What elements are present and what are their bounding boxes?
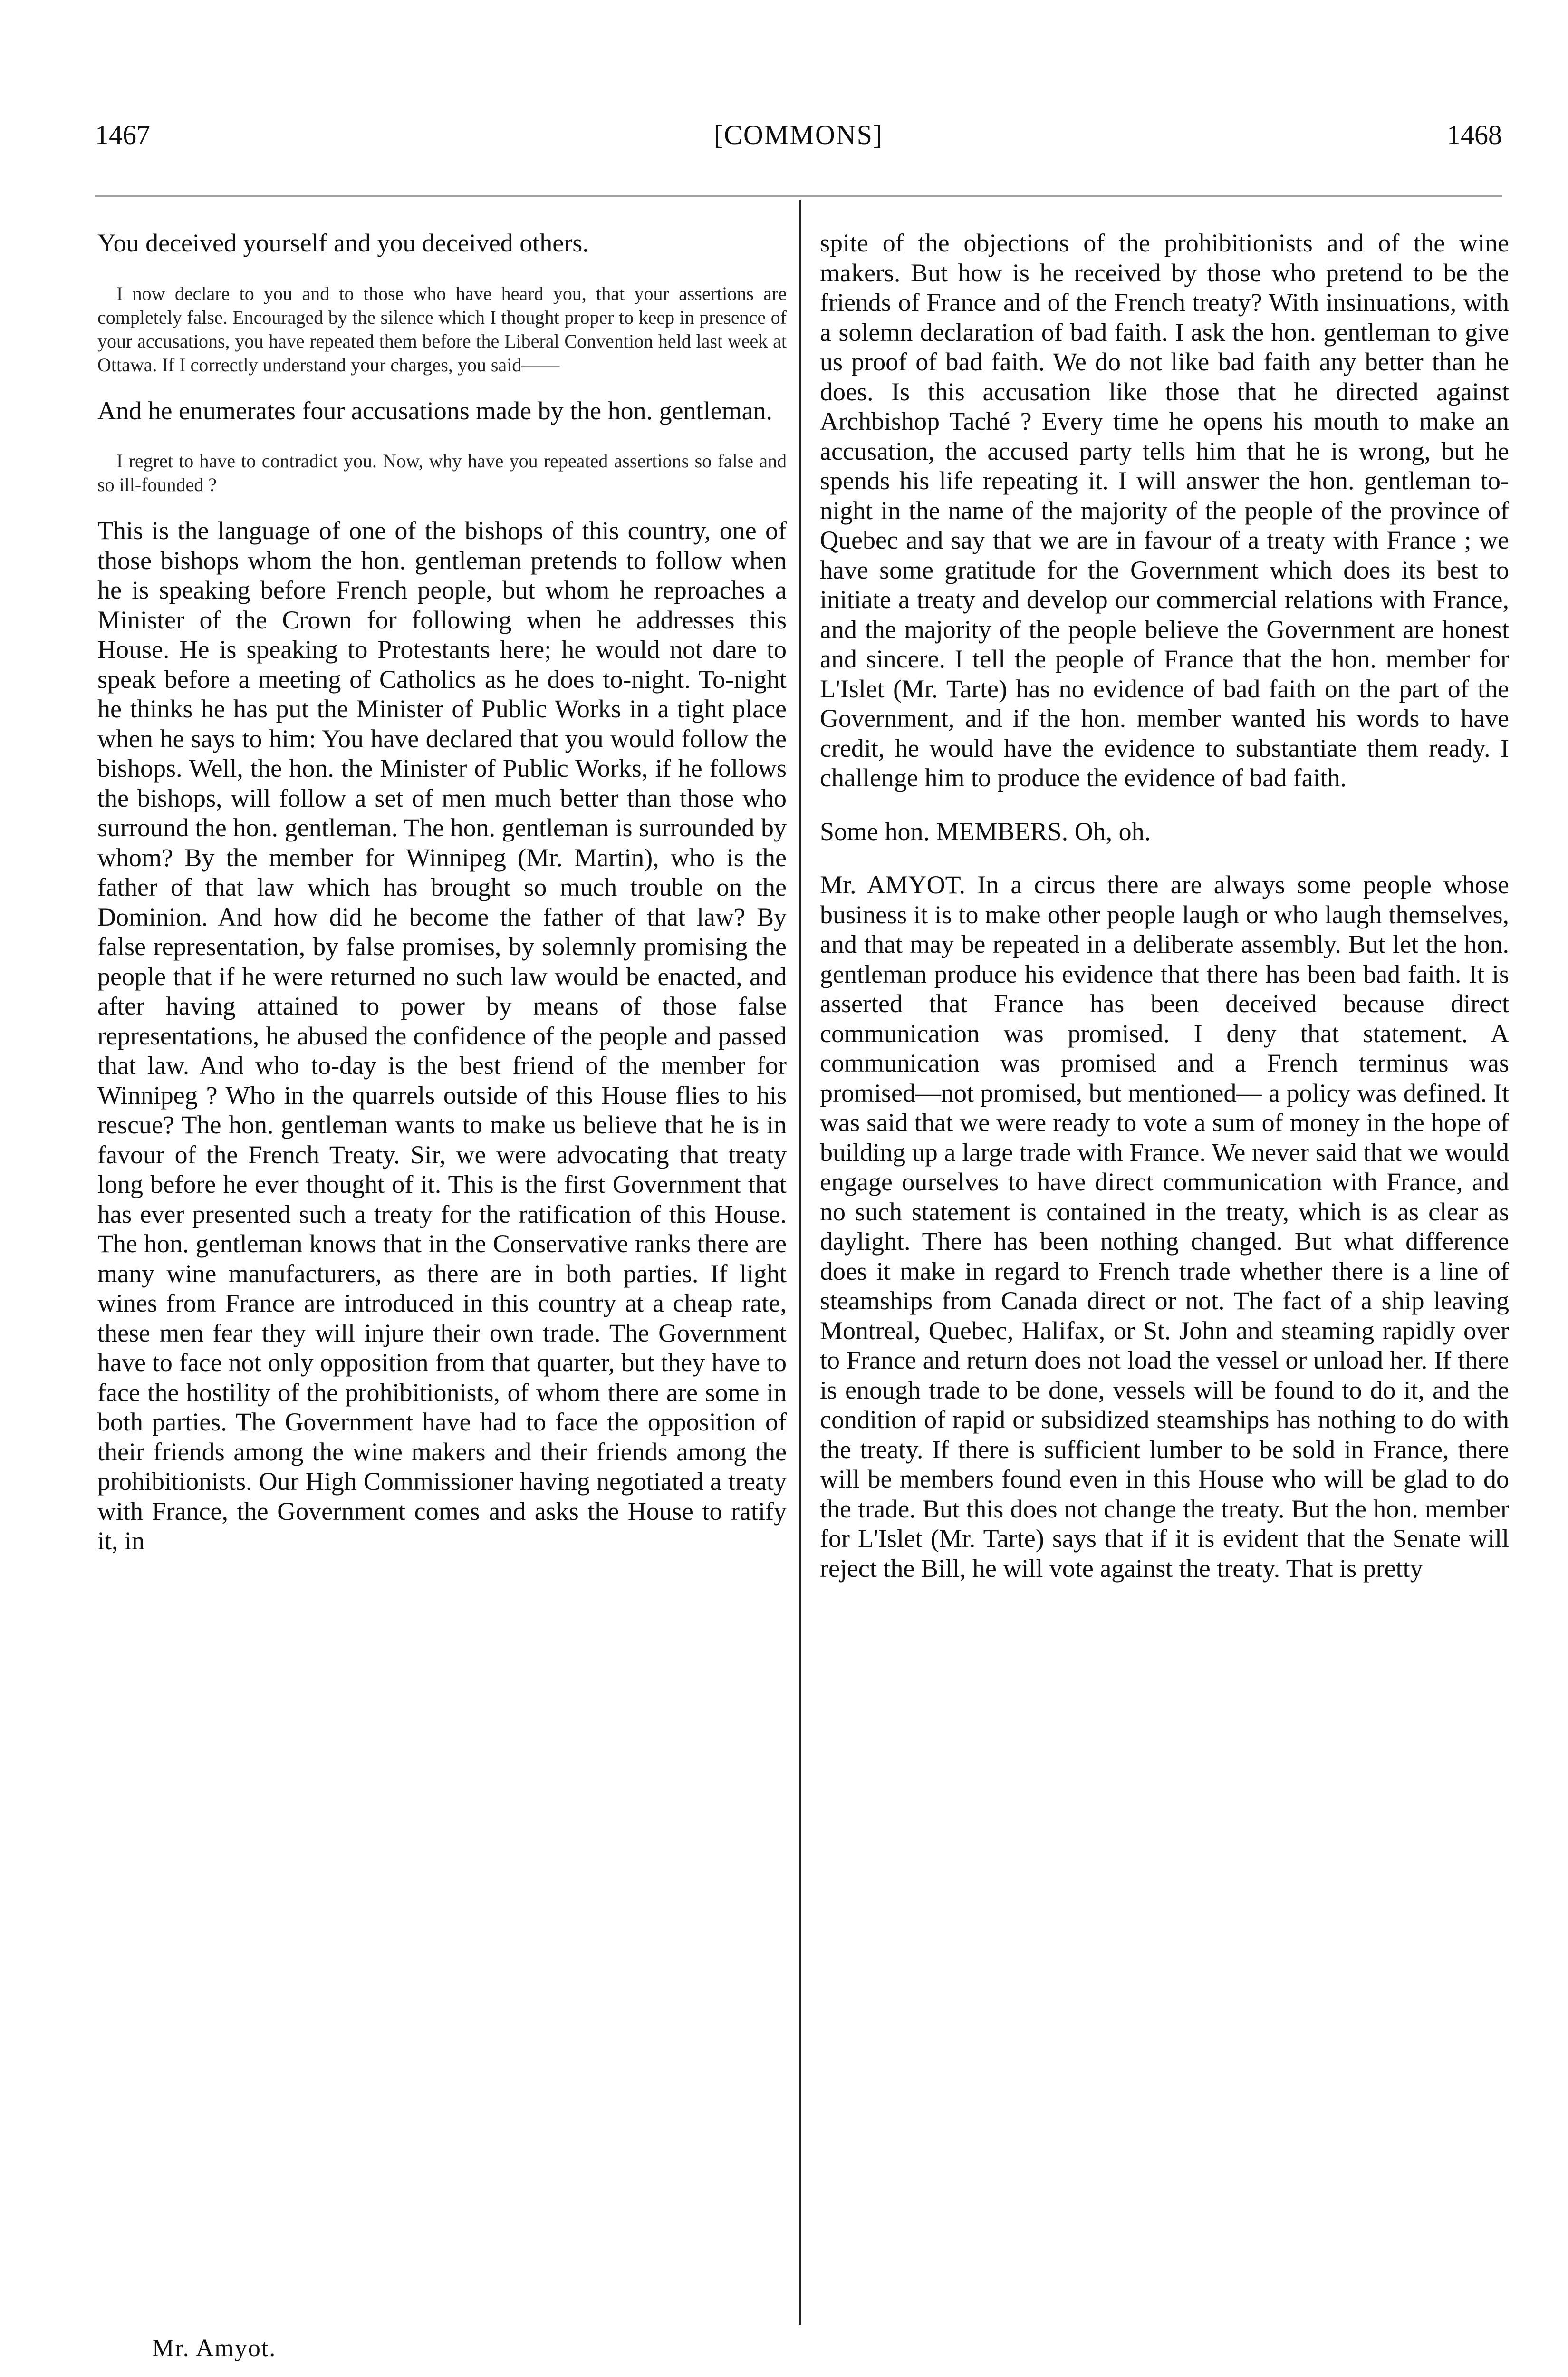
- page-number-right: 1468: [1447, 119, 1502, 150]
- quoted-passage: I now declare to you and to those who have heard you, that your assertions are completely false. Encouraged by the silence which I thought proper to keep in presence of your accusations, you have repeated them before the Liberal Convention held last week at Ottawa. If I correctly understand your charges, you said——: [97, 282, 787, 376]
- right-column: [820, 228, 1509, 1583]
- page-number-left: 1467: [95, 119, 150, 150]
- running-title: [COMMONS]: [713, 119, 884, 150]
- paragraph: Some hon. MEMBERS. Oh, oh.: [820, 817, 1151, 846]
- column-divider: [799, 200, 801, 2325]
- header-rule: [95, 195, 1502, 197]
- paragraph: This is the language of one of the bishops of this country, one of those bishops whom the hon. gentleman pretends to follow when he is speaking before French people, but whom he reproaches a Minister of the Crown for following when he addresses this House. He is speaking to Protestants here; he would not dare to speak before a meeting of Catholics as he does to-night. To-night he thinks he has put the Minister of Public Works in a tight place when he says to him: You have declared that you would follow the bishops. Well, the hon. the Minister of Public Works, if he follows the bishops, will follow a set of men much better than those who surround the hon. gentleman. The hon. gentleman is surrounded by whom? By the member for Winnipeg (Mr. Martin), who is the father of that law which has brought so much trouble on the Dominion. And how did he become the father of that law? By false representation, by false promises, by solemnly promising the people that if he were returned no such law would be enacted, and after having attained to power by means of those false representations, he abused the confidence of the people and passed that law. And who to-day is the best friend of the member for Winnipeg ? Who in the quarrels outside of this House flies to his rescue? The hon. gentleman wants to make us believe that he is in favour of the French Treaty. Sir, we were advocating that treaty long before he ever thought of it. This is the first Government that has ever presented such a treaty for the ratification of this House. The hon. gentleman knows that in the Conservative ranks there are many wine manufacturers, as there are in both parties. If light wines from France are introduced in this country at a cheap rate, these men fear they will injure their own trade. The Government have to face not only opposition from that quarter, but they have to face the hostility of the prohibitionists, of whom there are some in both parties. The Government have had to face the opposition of their friends among the wine makers and their friends among the prohibitionists. Our High Commissioner having negotiated a treaty with France, the Government comes and asks the House to ratify it, in: [97, 516, 787, 1555]
- paragraph: You deceived yourself and you deceived others.: [97, 229, 589, 257]
- page-header: [95, 119, 1502, 166]
- left-column: [97, 228, 787, 1556]
- paragraph: Mr. AMYOT. In a circus there are always some people whose business it is to make other people laugh or who laugh themselves, and that may be repeated in a deliberate assembly. But let the hon. gentleman produce his evidence that there has been bad faith. It is asserted that France has been deceived because direct communication was promised. I deny that statement. A communication was promised and a French terminus was promised—not promised, but mentioned— a policy was defined. It was said that we were ready to vote a sum of money in the hope of building up a large trade with France. We never said that we would engage ourselves to have direct communication with France, and no such statement is contained in the treaty, which is as clear as daylight. There has been nothing changed. But what difference does it make in regard to French trade whether there is a line of steamships from Canada direct or not. The fact of a ship leaving Montreal, Quebec, Halifax, or St. John and steaming rapidly over to France and return does not load the vessel or unload her. If there is enough trade to be done, vessels will be found to do it, and the condition of rapid or subsidized steamships has nothing to do with the treaty. If there is sufficient lumber to be sold in France, there will be members found even in this House who will be glad to do the trade. But this does not change the treaty. But the hon. member for L'Islet (Mr. Tarte) says that if it is evident that the Senate will reject the Bill, he will vote against the treaty. That is pretty: [820, 870, 1509, 1583]
- quoted-passage: I regret to have to contradict you. Now, why have you repeated assertions so false and so ill-founded ?: [97, 450, 787, 495]
- paragraph: And he enumerates four accusations made by the hon. gentleman.: [97, 396, 773, 425]
- speaker-footer: Mr. Amyot.: [152, 2335, 277, 2362]
- paragraph: spite of the objections of the prohibitionists and of the wine makers. But how is he received by those who pretend to be the friends of France and of the French treaty? With insinuations, with a solemn declaration of bad faith. I ask the hon. gentleman to give us proof of bad faith. We do not like bad faith any better than he does. Is this accusation like those that he directed against Archbishop Taché ? Every time he opens his mouth to make an accusation, the accused party tells him that he is wrong, but he spends his life repeating it. I will answer the hon. gentleman to-night in the name of the majority of the people of the province of Quebec and say that we are in favour of a treaty with France ; we have some gratitude for the Government which does its best to initiate a treaty and develop our commercial relations with France, and the majority of the people believe the Government are honest and sincere. I tell the people of France that the hon. member for L'Islet (Mr. Tarte) has no evidence of bad faith on the part of the Government, and if the hon. member wanted his words to have credit, he would have the evidence to substantiate them ready. I challenge him to produce the evidence of bad faith.: [820, 229, 1509, 792]
